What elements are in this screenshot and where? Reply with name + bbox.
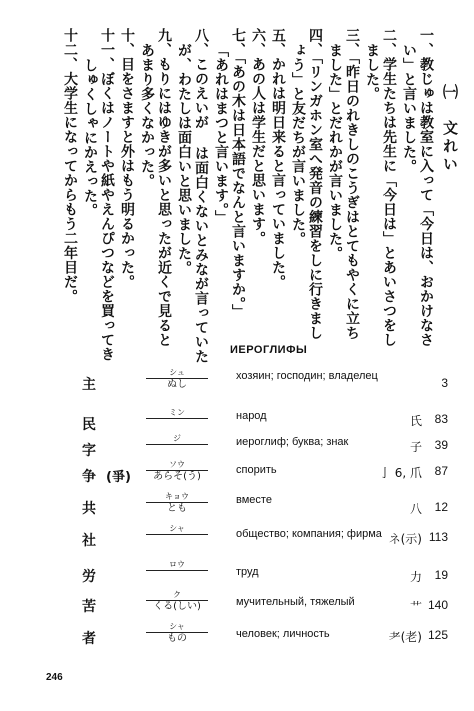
kanji-char: 民	[82, 417, 96, 433]
on-reading: ジ	[173, 434, 181, 443]
reading-line: が、わたしは面白いと思いました。	[176, 43, 192, 275]
on-reading: ク	[173, 590, 181, 599]
kanji-entry	[0, 492, 474, 526]
kanji-char: 主	[82, 377, 96, 393]
kanji-char: 共	[82, 501, 96, 517]
hieroglyphs-title: ИЕРОГЛИФЫ	[230, 344, 308, 356]
on-reading: シャ	[169, 622, 185, 631]
reading-line: ました」とだれかが言いました。	[327, 43, 343, 261]
meaning: иероглиф; буква; знак	[236, 436, 349, 448]
on-reading: シュ	[169, 368, 185, 377]
meaning: народ	[236, 410, 267, 422]
reading-line: 六、あの人は学生だと思います。	[250, 28, 266, 246]
kanji-char: 字	[82, 443, 96, 459]
reading-line: 八、このえいが は面白くないとみなが言っていた	[193, 28, 209, 364]
reading-rule	[146, 418, 208, 419]
reading-line: 十一、ぼくはノートや紙やえんぴつなどを買ってき	[99, 28, 115, 362]
kanji-char: 苦	[82, 599, 96, 615]
reading-line: しゅくしゃにかえった。	[82, 58, 98, 218]
kanji-variant: (爭)	[106, 470, 131, 485]
kanji-entry	[0, 560, 474, 594]
on-reading: シャ	[169, 524, 185, 533]
radical-number: 39	[434, 438, 448, 452]
on-reading: ソウ	[169, 460, 185, 469]
reading-line: 二、学生たちは先生に「今日は」とあいさつをし	[381, 28, 397, 347]
radical-number: 125	[427, 628, 448, 642]
meaning: общество; компания; фирма	[236, 528, 382, 540]
kanji-entry	[0, 622, 474, 656]
kanji-char: 争	[82, 469, 96, 485]
reading-line: 七、「あの木は日本語でなんと言いますか。」	[230, 28, 246, 319]
reading-line: あまり多くなかった。	[139, 43, 155, 188]
on-reading: ロウ	[169, 560, 185, 569]
reading-line: 五、かれは明日来ると言っていました。	[270, 28, 286, 289]
on-reading: キョウ	[165, 492, 189, 501]
meaning: спорить	[236, 464, 277, 476]
reading-line: 四、「リンガホン室へ発音の練習をしに行きまし	[307, 28, 323, 340]
kanji-char: 者	[82, 631, 96, 647]
reading-line: 一、教じゅは教室に入って「今日は、おかけなさ	[418, 28, 434, 347]
reading-line: 十二、大学生になってからもう二年目だ。	[62, 28, 78, 304]
kanji-char: 労	[82, 569, 96, 585]
radical-number: 83	[434, 412, 448, 426]
kun-reading: ぬし	[167, 379, 187, 390]
radical: 耂(老)	[388, 630, 422, 644]
radical-number: 113	[428, 530, 448, 544]
reading-line: 九、もりにはゆきが多いと思ったが近くで見ると	[156, 28, 172, 347]
meaning: вместе	[236, 494, 272, 506]
radical-number: 87	[434, 464, 448, 478]
kun-reading: くる(しい)	[153, 601, 201, 612]
reading-line: ました。	[364, 43, 380, 101]
radical: ネ(示)	[388, 532, 422, 546]
reading-line: 十、目をさますと外はもう明るかった。	[119, 28, 135, 289]
kanji-entry	[0, 368, 474, 402]
meaning: человек; личность	[236, 628, 330, 640]
radical-number: 12	[434, 500, 448, 514]
radical-number: 3	[441, 376, 448, 390]
reading-line: 「あれはまつと言います。」	[213, 43, 229, 225]
meaning: труд	[236, 566, 259, 578]
reading-line: い」と言いました。	[401, 43, 417, 174]
kanji-entry	[0, 524, 474, 558]
on-reading: ミン	[169, 408, 185, 417]
reading-rule	[146, 534, 208, 535]
radical: 力	[409, 570, 422, 584]
radical: 艹	[409, 600, 422, 614]
meaning: хозяин; господин; владелец	[236, 370, 378, 382]
reading-line: ょう」と友だちが言いました。	[290, 43, 306, 246]
kun-reading: もの	[167, 633, 187, 644]
radical: 八	[409, 502, 422, 516]
kanji-entry	[0, 460, 474, 494]
kun-reading: とも	[167, 503, 187, 514]
meaning: мучительный, тяжелый	[236, 596, 355, 608]
reading-title: ㈠ 文れい	[441, 84, 459, 174]
kanji-char: 社	[82, 533, 96, 549]
kun-reading: あらそ(う)	[153, 471, 201, 482]
reading-rule	[146, 444, 208, 445]
reading-line: 三、「昨日のれきしのこうぎはとてもやくに立ち	[344, 28, 360, 340]
page-number: 246	[46, 672, 63, 683]
radical: 亅 6, 爪	[378, 466, 422, 480]
radical-number: 19	[434, 568, 448, 582]
kanji-entry	[0, 590, 474, 624]
radical: 氏	[409, 414, 422, 428]
radical: 子	[409, 440, 422, 454]
radical-number: 140	[427, 598, 448, 612]
reading-rule	[146, 570, 208, 571]
